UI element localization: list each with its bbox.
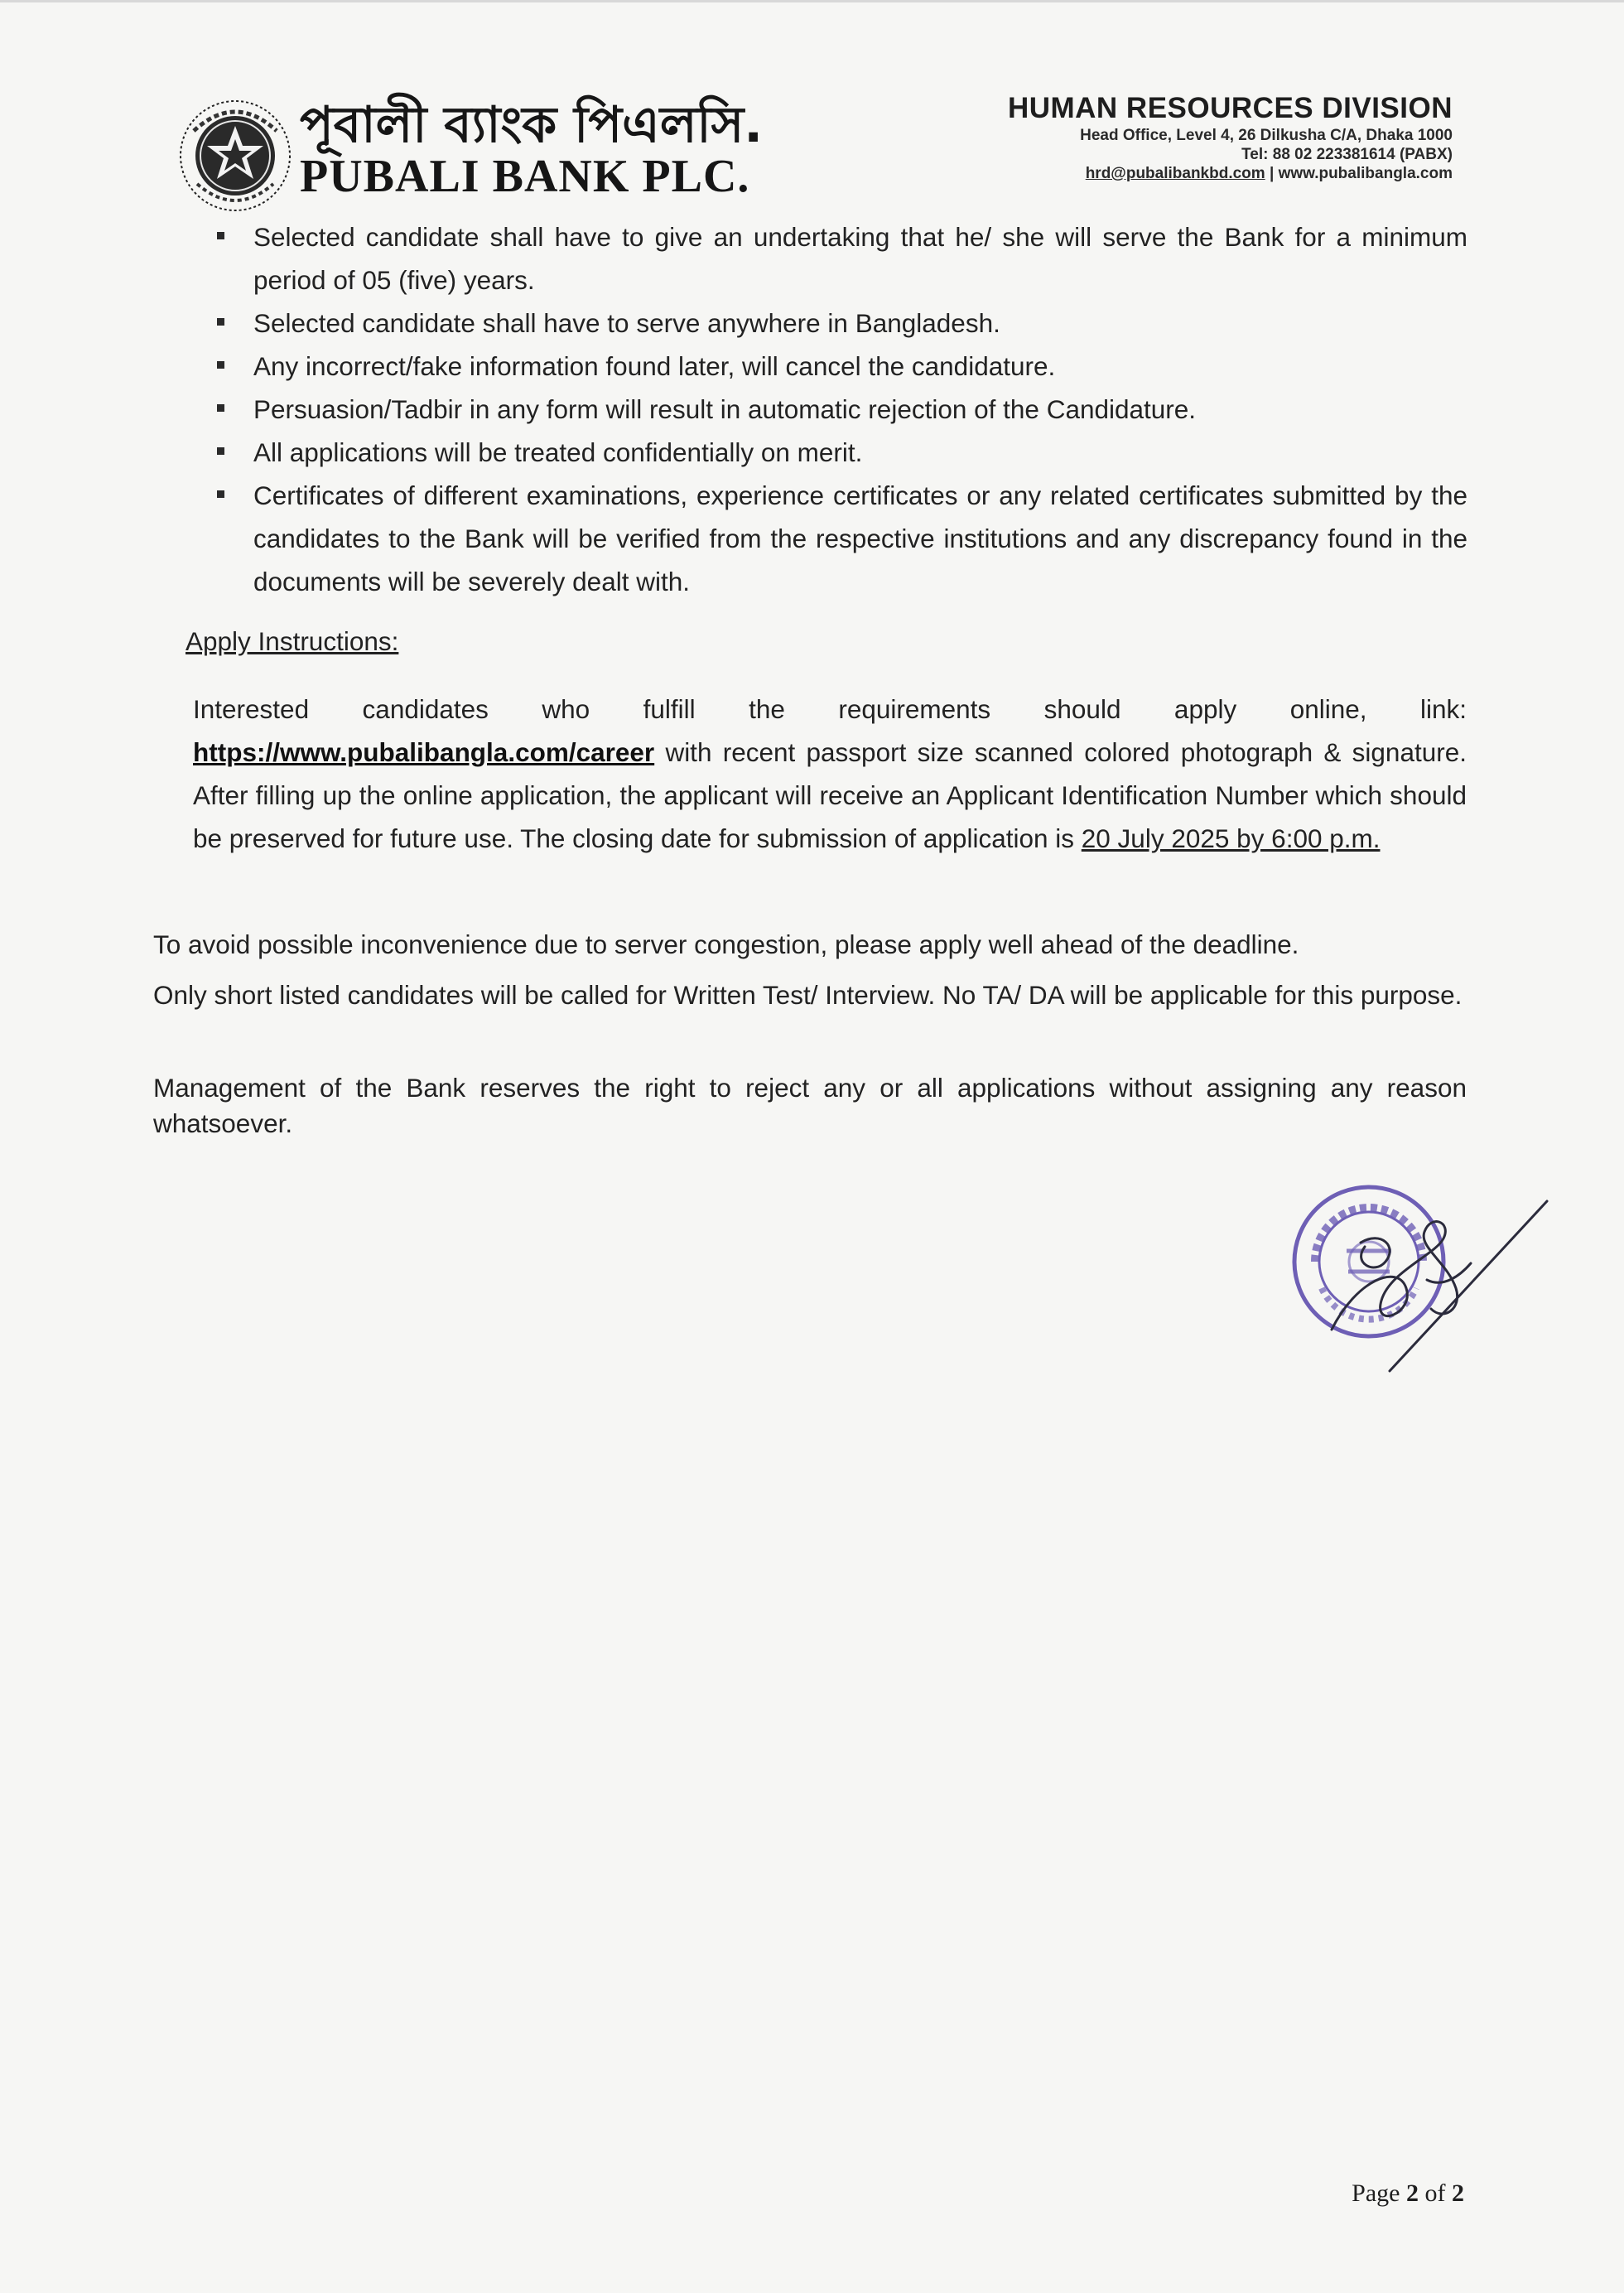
website-text: www.pubalibangla.com <box>1278 165 1453 182</box>
condition-text: Persuasion/Tadbir in any form will result in automatic rejection of the Candidature. <box>253 394 1197 424</box>
scan-edge-line <box>0 0 1624 2</box>
condition-item <box>214 388 1467 431</box>
apply-instructions-heading: Apply Instructions: <box>186 626 399 656</box>
condition-item <box>214 215 1467 302</box>
closing-deadline: 20 July 2025 by 6:00 p.m. <box>1081 823 1381 853</box>
condition-text: All applications will be treated confidentially on merit. <box>253 437 863 467</box>
page-number <box>1352 2179 1464 2209</box>
division-title: HUMAN RESOURCES DIVISION <box>1007 92 1453 124</box>
bank-name-bangla: পূবালী ব্যাংক পিএলসি. <box>300 96 764 154</box>
page-number-prefix: Page <box>1352 2180 1406 2207</box>
career-link[interactable]: https://www.pubalibangla.com/career <box>193 737 655 767</box>
condition-item <box>214 302 1467 345</box>
page-number-mid: of <box>1419 2180 1452 2207</box>
apply-instructions-text <box>193 688 1467 860</box>
bullet-square-icon <box>217 318 224 326</box>
condition-item <box>214 345 1467 388</box>
bullet-square-icon <box>217 404 224 412</box>
page-total: 2 <box>1452 2180 1464 2207</box>
contact-separator: | <box>1265 165 1279 182</box>
bank-logo-emblem <box>177 98 293 214</box>
shortlist-note: Only short listed candidates will be called for Written Test/ Interview. No TA/ DA will be applicable for this purpose. <box>153 980 1463 1010</box>
hr-division-block <box>1008 91 1453 183</box>
contact-line <box>1008 164 1453 183</box>
email-link[interactable]: hrd@pubalibankbd.com <box>1085 165 1265 182</box>
condition-text: Selected candidate shall have to give an undertaking that he/ she will serve the Bank for a minimum period of 05 (five) years. <box>253 222 1467 295</box>
bank-name-english: PUBALI BANK PLC. <box>300 151 750 202</box>
condition-text: Certificates of different examinations, experience certificates or any related certificates submitted by the candidates to the Bank will be verified from the respective institutions and any discrepancy found in the documents will be severely dealt with. <box>253 480 1467 596</box>
condition-item <box>214 431 1467 474</box>
office-address: Head Office, Level 4, 26 Dilkusha C/A, Dhaka 1000 <box>1080 127 1453 144</box>
server-congestion-note: To avoid possible inconvenience due to server congestion, please apply well ahead of the deadline. <box>153 929 1299 959</box>
bullet-square-icon <box>217 447 224 455</box>
apply-text-intro: Interested candidates who fulfill the requirements should apply online, link: <box>193 694 1467 724</box>
bullet-square-icon <box>217 232 224 239</box>
condition-text: Selected candidate shall have to serve anywhere in Bangladesh. <box>253 308 1000 338</box>
bullet-square-icon <box>217 490 224 498</box>
apply-text-body: with recent passport size scanned colored photograph & signature. After filling up the online application, the applicant will receive an Applicant Identification Number which should be preserved for future use. The closing date for submission of application is <box>193 737 1467 853</box>
conditions-list <box>214 215 1467 603</box>
bullet-square-icon <box>217 361 224 369</box>
hr-seal <box>1294 1187 1443 1336</box>
office-telephone: Tel: 88 02 223381614 (PABX) <box>1241 146 1453 163</box>
management-rights-note: Management of the Bank reserves the right to reject any or all applications without assigning any reason whatsoever. <box>153 1073 1467 1138</box>
condition-text: Any incorrect/fake information found later, will cancel the candidature. <box>253 351 1056 381</box>
hr-seal-and-signature <box>1282 1164 1555 1379</box>
condition-item <box>214 474 1467 603</box>
page-current: 2 <box>1406 2180 1419 2207</box>
